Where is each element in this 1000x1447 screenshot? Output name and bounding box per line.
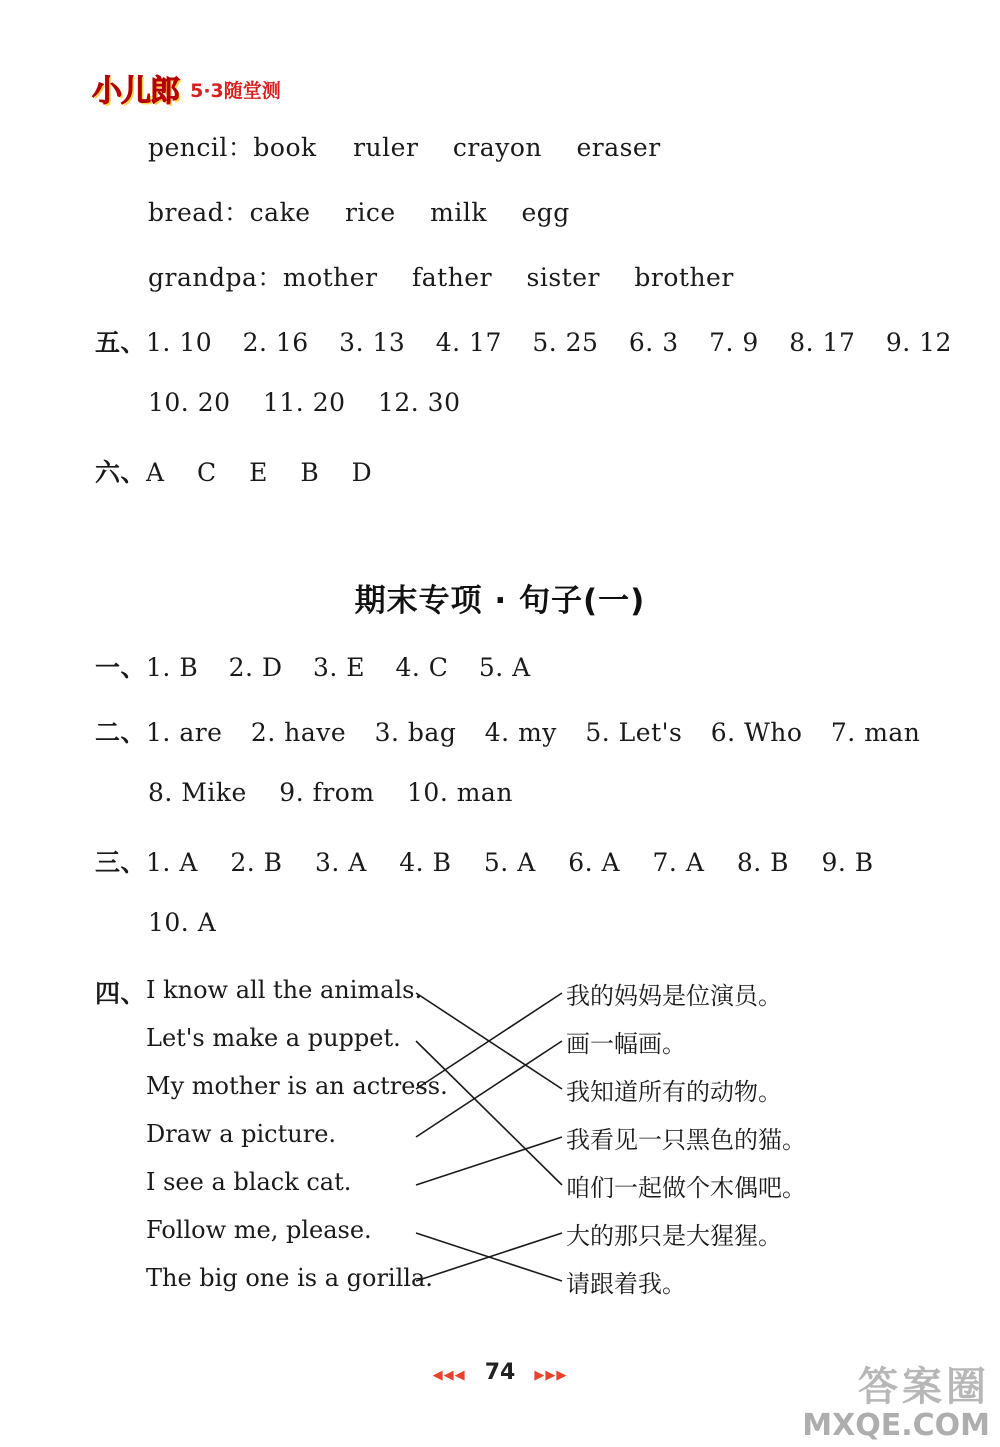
row-item: milk bbox=[430, 198, 488, 227]
logo-text: 小儿郎 bbox=[92, 74, 179, 109]
s4-label: 四、 bbox=[95, 979, 147, 1008]
match-left-1: I know all the animals. bbox=[146, 976, 423, 1004]
match-left-7: The big one is a gorilla. bbox=[146, 1264, 433, 1292]
answer: 9. B bbox=[821, 848, 874, 877]
answer: E bbox=[249, 458, 268, 487]
answer: 6. Who bbox=[710, 718, 803, 747]
answer: 8. 17 bbox=[789, 328, 856, 357]
match-right-2: 画一幅画。 bbox=[566, 1030, 686, 1058]
prev-arrows-icon: ◀◀◀ bbox=[432, 1368, 466, 1383]
match-line-5 bbox=[416, 1137, 562, 1185]
row-item: crayon bbox=[452, 133, 542, 162]
answer: 8. B bbox=[736, 848, 789, 877]
answer: 1. B bbox=[146, 653, 199, 682]
match-left-5: I see a black cat. bbox=[146, 1168, 352, 1196]
match-right-4: 我看见一只黑色的猫。 bbox=[566, 1126, 806, 1154]
answer: 6. 3 bbox=[628, 328, 679, 357]
row-lead: pencil：book bbox=[148, 133, 317, 162]
answer: 4. 17 bbox=[435, 328, 502, 357]
watermark-url: MXQE.COM bbox=[802, 1408, 990, 1443]
row-item: sister bbox=[526, 263, 600, 292]
s1-label: 一、 bbox=[95, 653, 147, 682]
row-item: brother bbox=[634, 263, 734, 292]
s3-label: 三、 bbox=[95, 848, 147, 877]
answer: 12. 30 bbox=[377, 388, 461, 417]
match-left-2: Let's make a puppet. bbox=[146, 1024, 401, 1052]
answer: 11. 20 bbox=[262, 388, 346, 417]
answer: A bbox=[146, 458, 165, 487]
answer: 5. Let's bbox=[585, 718, 683, 747]
answer: 5. 25 bbox=[532, 328, 599, 357]
row-item: ruler bbox=[353, 133, 419, 162]
row-lead: bread：cake bbox=[148, 198, 311, 227]
match-right-3: 我知道所有的动物。 bbox=[566, 1078, 782, 1106]
s2-label: 二、 bbox=[95, 718, 147, 747]
answer: 10. A bbox=[148, 908, 217, 937]
match-line-2 bbox=[416, 1041, 562, 1185]
answer: 2. D bbox=[228, 653, 283, 682]
row-item: eraser bbox=[576, 133, 661, 162]
row-item: rice bbox=[344, 198, 396, 227]
q6-label: 六、 bbox=[95, 458, 147, 487]
answer: 6. A bbox=[568, 848, 621, 877]
row-lead: grandpa：mother bbox=[148, 263, 378, 292]
answer: 3. 13 bbox=[339, 328, 406, 357]
answer: B bbox=[300, 458, 320, 487]
answer: 5. A bbox=[478, 653, 531, 682]
match-line-4 bbox=[416, 1041, 562, 1137]
q5-label: 五、 bbox=[95, 328, 147, 357]
answer: 9. 12 bbox=[885, 328, 952, 357]
page-number: 74 bbox=[484, 1360, 516, 1385]
answer: 1. 10 bbox=[146, 328, 213, 357]
answer: 2. have bbox=[250, 718, 347, 747]
answer: 4. B bbox=[399, 848, 452, 877]
match-left-6: Follow me, please. bbox=[146, 1216, 372, 1244]
match-right-7: 请跟着我。 bbox=[566, 1270, 686, 1298]
answer: 2. B bbox=[230, 848, 283, 877]
answer: 3. A bbox=[314, 848, 367, 877]
answer: D bbox=[351, 458, 373, 487]
answer: 3. E bbox=[312, 653, 365, 682]
row-item: father bbox=[411, 263, 493, 292]
match-right-5: 咱们一起做个木偶吧。 bbox=[566, 1174, 806, 1202]
answer: 9. from bbox=[279, 778, 375, 807]
series-name: 5·3随堂测 bbox=[190, 80, 281, 102]
match-left-4: Draw a picture. bbox=[146, 1120, 337, 1148]
answer: 4. C bbox=[395, 653, 449, 682]
answer: 1. are bbox=[146, 718, 223, 747]
answer: C bbox=[197, 458, 217, 487]
answer: 10. 20 bbox=[148, 388, 231, 417]
next-arrows-icon: ▶▶▶ bbox=[534, 1368, 568, 1383]
row-item: egg bbox=[521, 198, 570, 227]
match-right-6: 大的那只是大猩猩。 bbox=[566, 1222, 782, 1250]
watermark-brand: 答案圈 bbox=[858, 1364, 990, 1410]
answer: 2. 16 bbox=[242, 328, 309, 357]
answer: 5. A bbox=[483, 848, 536, 877]
answer: 7. 9 bbox=[709, 328, 759, 357]
watermark bbox=[802, 1355, 990, 1443]
answer: 7. man bbox=[830, 718, 921, 747]
answer: 7. A bbox=[652, 848, 705, 877]
answer: 4. my bbox=[484, 718, 557, 747]
section-title: 期末专项 · 句子(一) bbox=[354, 583, 646, 619]
answer: 8. Mike bbox=[148, 778, 247, 807]
answer: 3. bag bbox=[374, 718, 457, 747]
match-right-1: 我的妈妈是位演员。 bbox=[566, 982, 782, 1010]
match-left-3: My mother is an actress. bbox=[146, 1072, 448, 1100]
answer: 10. man bbox=[407, 778, 513, 807]
answer: 1. A bbox=[146, 848, 198, 877]
